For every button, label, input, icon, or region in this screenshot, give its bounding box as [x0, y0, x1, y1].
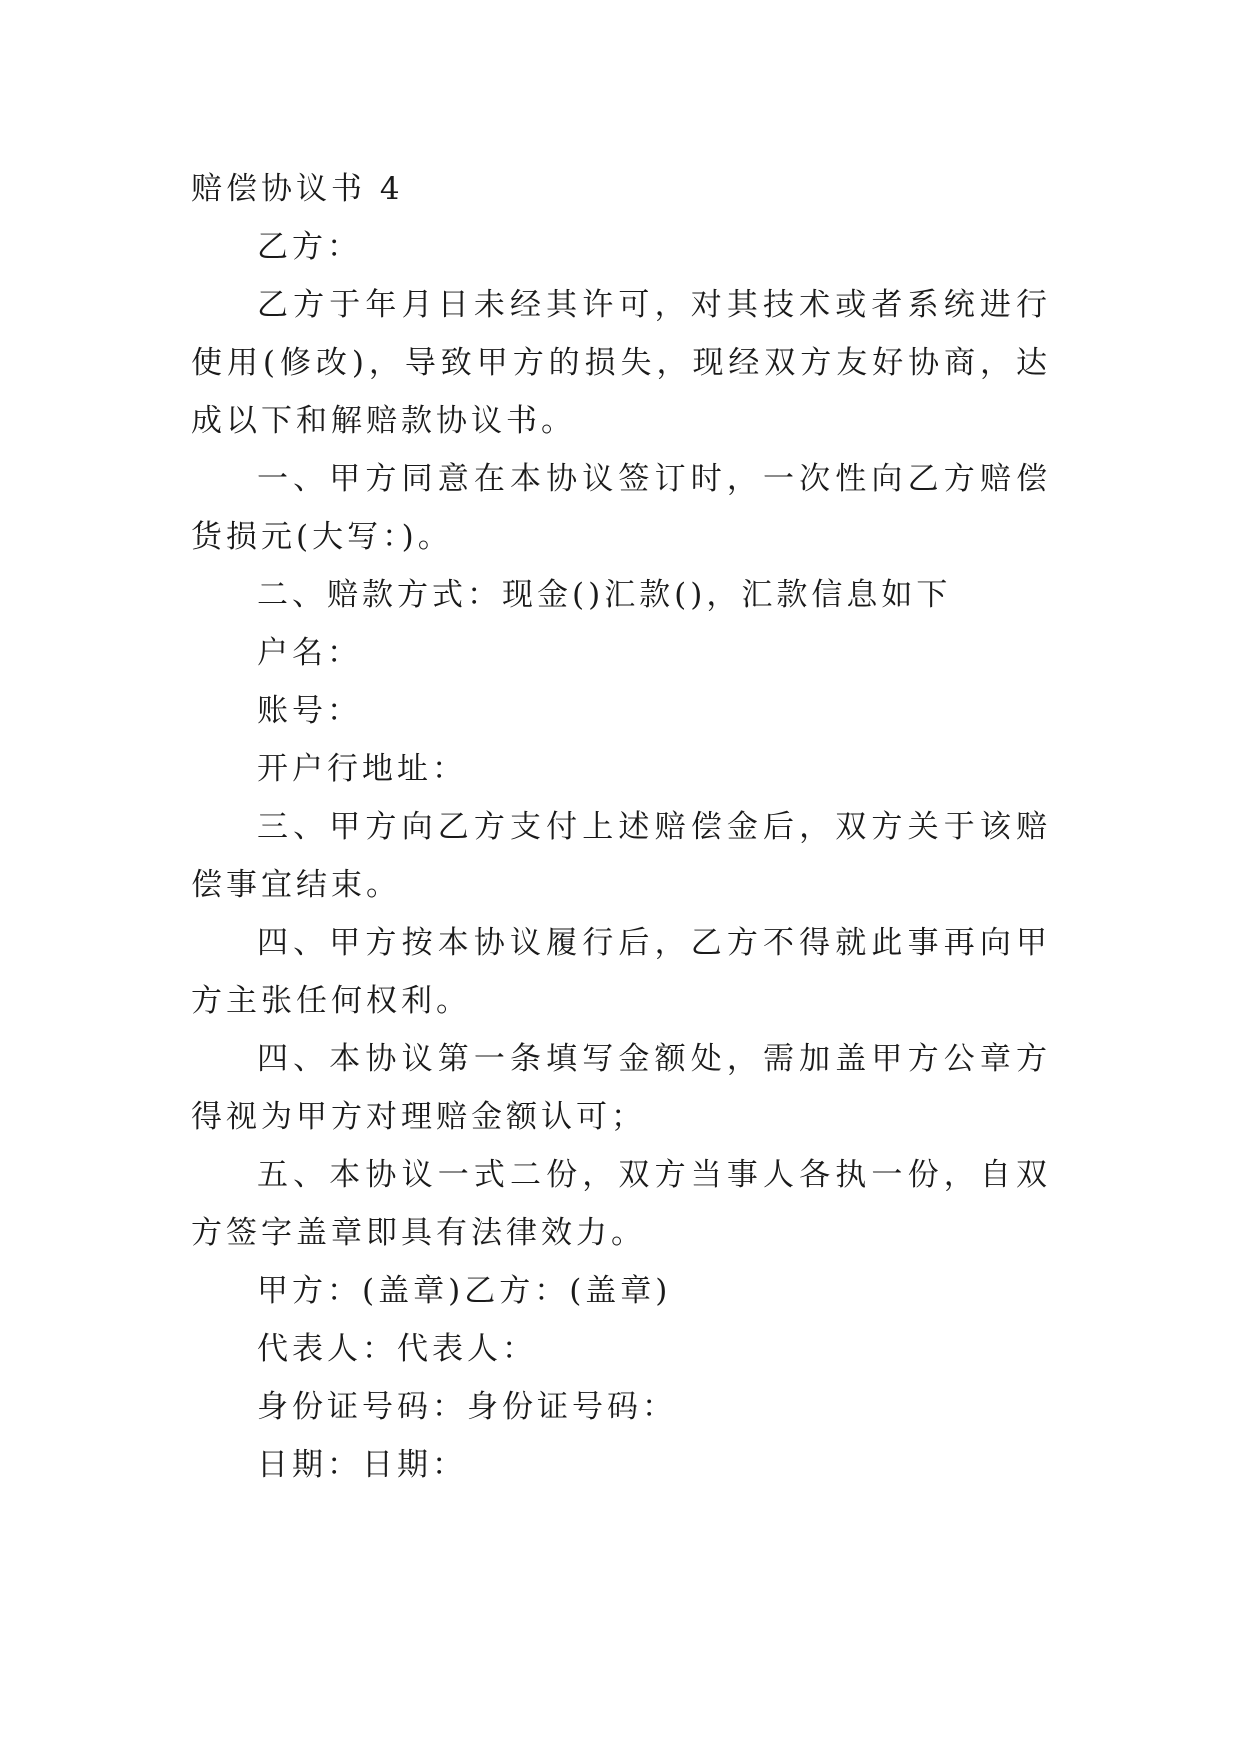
clause-4a: 四、甲方按本协议履行后，乙方不得就此事再向甲方主张任何权利。 [191, 925, 1051, 1019]
signature-seal-line: 甲方：(盖章)乙方：(盖章) [257, 1273, 672, 1309]
clause-3: 三、甲方向乙方支付上述赔偿金后，双方关于该赔偿事宜结束。 [191, 809, 1051, 903]
clause-4b: 四、本协议第一条填写金额处，需加盖甲方公章方得视为甲方对理赔金额认可； [191, 1041, 1051, 1135]
signature-id-line: 身份证号码：身份证号码： [257, 1389, 677, 1425]
intro-paragraph: 乙方于年月日未经其许可，对其技术或者系统进行使用(修改)，导致甲方的损失，现经双方友好协商，达成以下和解赔款协议书。 [191, 287, 1051, 439]
account-name-field: 户名： [257, 635, 362, 671]
account-number-field: 账号： [257, 693, 362, 729]
signature-date-line: 日期：日期： [257, 1447, 467, 1483]
bank-address-field: 开户行地址： [257, 751, 467, 787]
clause-2: 二、赔款方式：现金()汇款()，汇款信息如下 [257, 577, 952, 613]
document-title: 赔偿协议书 4 [191, 171, 404, 207]
clause-1: 一、甲方同意在本协议签订时，一次性向乙方赔偿货损元(大写：)。 [191, 461, 1051, 555]
document-body [191, 160, 1051, 1494]
clause-5: 五、本协议一式二份，双方当事人各执一份，自双方签字盖章即具有法律效力。 [191, 1157, 1051, 1251]
signature-representative-line: 代表人：代表人： [257, 1331, 537, 1367]
party-b-label: 乙方： [257, 229, 362, 265]
